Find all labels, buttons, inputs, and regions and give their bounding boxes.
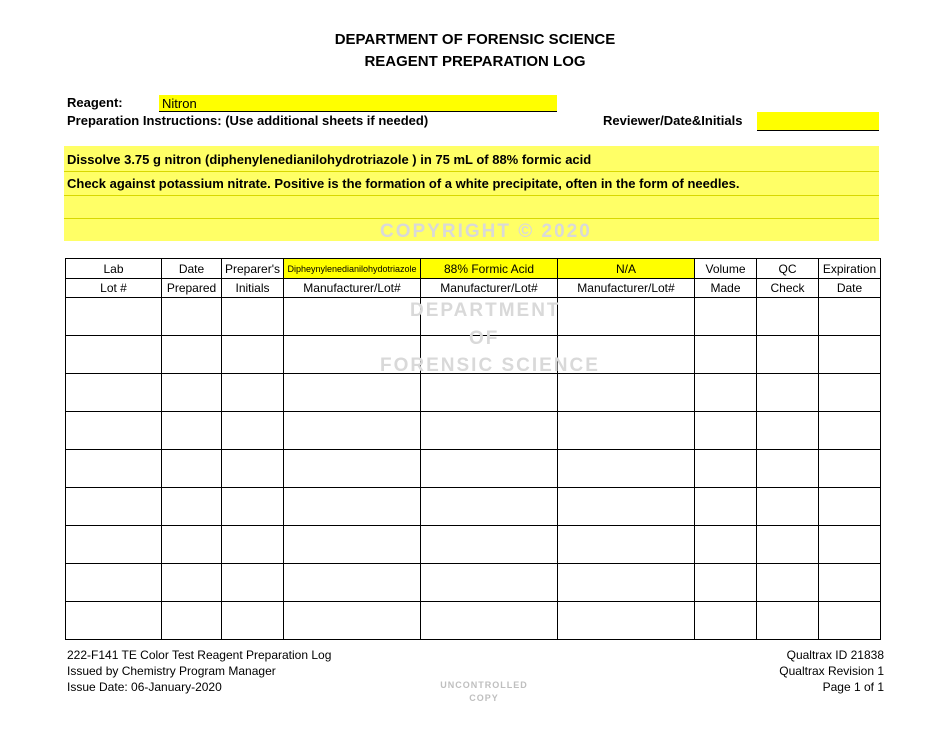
table-cell[interactable]	[757, 412, 819, 450]
col-header: Dipheynylenedianilohydotriazole	[284, 259, 421, 279]
table-cell[interactable]	[819, 374, 881, 412]
table-row	[66, 374, 881, 412]
of-watermark: OF	[469, 328, 500, 349]
table-cell[interactable]	[819, 450, 881, 488]
table-cell[interactable]	[421, 564, 558, 602]
qualtrax-revision-text: Qualtrax Revision 1	[779, 664, 884, 678]
table-cell[interactable]	[421, 412, 558, 450]
table-cell[interactable]	[558, 488, 695, 526]
col-subheader: Made	[695, 279, 757, 298]
form-id-text: 222-F141 TE Color Test Reagent Preparation Log	[67, 648, 332, 662]
reagent-label: Reagent:	[67, 95, 123, 110]
table-cell[interactable]	[222, 412, 284, 450]
table-cell[interactable]	[757, 450, 819, 488]
table-cell[interactable]	[162, 298, 222, 336]
table-cell[interactable]	[558, 412, 695, 450]
table-cell[interactable]	[162, 450, 222, 488]
table-cell[interactable]	[162, 336, 222, 374]
col-header: Lab	[66, 259, 162, 279]
reviewer-field[interactable]	[757, 112, 879, 131]
col-header: Date	[162, 259, 222, 279]
instruction-divider	[64, 195, 879, 196]
table-cell[interactable]	[222, 450, 284, 488]
instruction-divider	[64, 218, 879, 219]
table-cell[interactable]	[66, 488, 162, 526]
issuer-text: Issued by Chemistry Program Manager	[67, 664, 276, 678]
table-cell[interactable]	[819, 564, 881, 602]
table-cell[interactable]	[695, 488, 757, 526]
page-number-text: Page 1 of 1	[822, 680, 884, 694]
table-cell[interactable]	[819, 412, 881, 450]
table-cell[interactable]	[558, 526, 695, 564]
col-subheader: Initials	[222, 279, 284, 298]
table-cell[interactable]	[757, 526, 819, 564]
table-cell[interactable]	[558, 564, 695, 602]
table-cell[interactable]	[757, 336, 819, 374]
table-cell[interactable]	[695, 602, 757, 640]
instruction-line-2: Check against potassium nitrate. Positive is the formation of a white precipitate, often in the form of needles.	[67, 176, 740, 191]
col-header: Expiration	[819, 259, 881, 279]
table-cell[interactable]	[558, 298, 695, 336]
col-header: 88% Formic Acid	[421, 259, 558, 279]
table-cell[interactable]	[162, 602, 222, 640]
table-cell[interactable]	[284, 564, 421, 602]
table-cell[interactable]	[66, 602, 162, 640]
table-row	[66, 564, 881, 602]
table-cell[interactable]	[558, 374, 695, 412]
table-cell[interactable]	[819, 336, 881, 374]
table-cell[interactable]	[757, 374, 819, 412]
table-row	[66, 526, 881, 564]
table-cell[interactable]	[222, 602, 284, 640]
col-header: N/A	[558, 259, 695, 279]
table-cell[interactable]	[558, 450, 695, 488]
table-cell[interactable]	[421, 374, 558, 412]
copyright-watermark: COPYRIGHT © 2020	[380, 221, 592, 242]
table-cell[interactable]	[757, 298, 819, 336]
table-row	[66, 450, 881, 488]
prep-instructions-label: Preparation Instructions: (Use additional sheets if needed)	[67, 113, 429, 128]
table-cell[interactable]	[695, 564, 757, 602]
col-header: Preparer's	[222, 259, 284, 279]
table-cell[interactable]	[222, 564, 284, 602]
table-cell[interactable]	[421, 450, 558, 488]
reagent-field[interactable]: Nitron	[159, 95, 557, 112]
table-cell[interactable]	[695, 336, 757, 374]
table-cell[interactable]	[222, 374, 284, 412]
table-cell[interactable]	[819, 488, 881, 526]
table-cell[interactable]	[284, 298, 421, 336]
table-cell[interactable]	[162, 374, 222, 412]
col-subheader: Manufacturer/Lot#	[284, 279, 421, 298]
table-cell[interactable]	[66, 450, 162, 488]
table-cell[interactable]	[66, 374, 162, 412]
table-cell[interactable]	[222, 336, 284, 374]
department-watermark: DEPARTMENT	[410, 300, 561, 321]
table-cell[interactable]	[819, 602, 881, 640]
table-cell[interactable]	[162, 564, 222, 602]
table-header-row	[66, 259, 881, 279]
table-row	[66, 602, 881, 640]
table-cell[interactable]	[819, 526, 881, 564]
table-cell[interactable]	[757, 564, 819, 602]
uncontrolled-copy-watermark: COPY	[469, 693, 499, 703]
table-cell[interactable]	[222, 488, 284, 526]
table-row	[66, 488, 881, 526]
table-cell[interactable]	[695, 450, 757, 488]
table-cell[interactable]	[421, 602, 558, 640]
col-subheader: Check	[757, 279, 819, 298]
table-cell[interactable]	[284, 526, 421, 564]
table-cell[interactable]	[695, 298, 757, 336]
table-cell[interactable]	[162, 412, 222, 450]
table-row	[66, 412, 881, 450]
page-title: DEPARTMENT OF FORENSIC SCIENCE	[334, 31, 616, 48]
table-cell[interactable]	[421, 526, 558, 564]
table-cell[interactable]	[222, 526, 284, 564]
table-header-row	[66, 279, 881, 298]
table-cell[interactable]	[284, 488, 421, 526]
table-cell[interactable]	[819, 298, 881, 336]
page-subtitle: REAGENT PREPARATION LOG	[364, 53, 586, 70]
table-cell[interactable]	[66, 564, 162, 602]
table-cell[interactable]	[757, 488, 819, 526]
table-cell[interactable]	[695, 526, 757, 564]
table-cell[interactable]	[66, 412, 162, 450]
table-cell[interactable]	[162, 488, 222, 526]
instruction-line-1: Dissolve 3.75 g nitron (diphenylenedianilohydrotriazole ) in 75 mL of 88% formic acid	[67, 152, 592, 167]
col-subheader: Lot #	[66, 279, 162, 298]
table-cell[interactable]	[66, 298, 162, 336]
col-subheader: Manufacturer/Lot#	[421, 279, 558, 298]
uncontrolled-watermark: UNCONTROLLED	[440, 680, 528, 690]
col-header: Volume	[695, 259, 757, 279]
table-cell[interactable]	[284, 412, 421, 450]
col-subheader: Manufacturer/Lot#	[558, 279, 695, 298]
table-cell[interactable]	[757, 602, 819, 640]
table-cell[interactable]	[66, 526, 162, 564]
table-cell[interactable]	[695, 412, 757, 450]
col-subheader: Date	[819, 279, 881, 298]
col-header: QC	[757, 259, 819, 279]
table-cell[interactable]	[284, 602, 421, 640]
table-cell[interactable]	[66, 336, 162, 374]
table-cell[interactable]	[284, 374, 421, 412]
reviewer-label: Reviewer/Date&Initials	[603, 113, 743, 128]
table-cell[interactable]	[284, 450, 421, 488]
table-cell[interactable]	[162, 526, 222, 564]
table-cell[interactable]	[222, 298, 284, 336]
qualtrax-id-text: Qualtrax ID 21838	[786, 648, 884, 662]
table-cell[interactable]	[421, 488, 558, 526]
col-subheader: Prepared	[162, 279, 222, 298]
forensic-science-watermark: FORENSIC SCIENCE	[380, 355, 600, 376]
issue-date-text: Issue Date: 06-January-2020	[67, 680, 222, 694]
table-cell[interactable]	[695, 374, 757, 412]
table-cell[interactable]	[558, 602, 695, 640]
